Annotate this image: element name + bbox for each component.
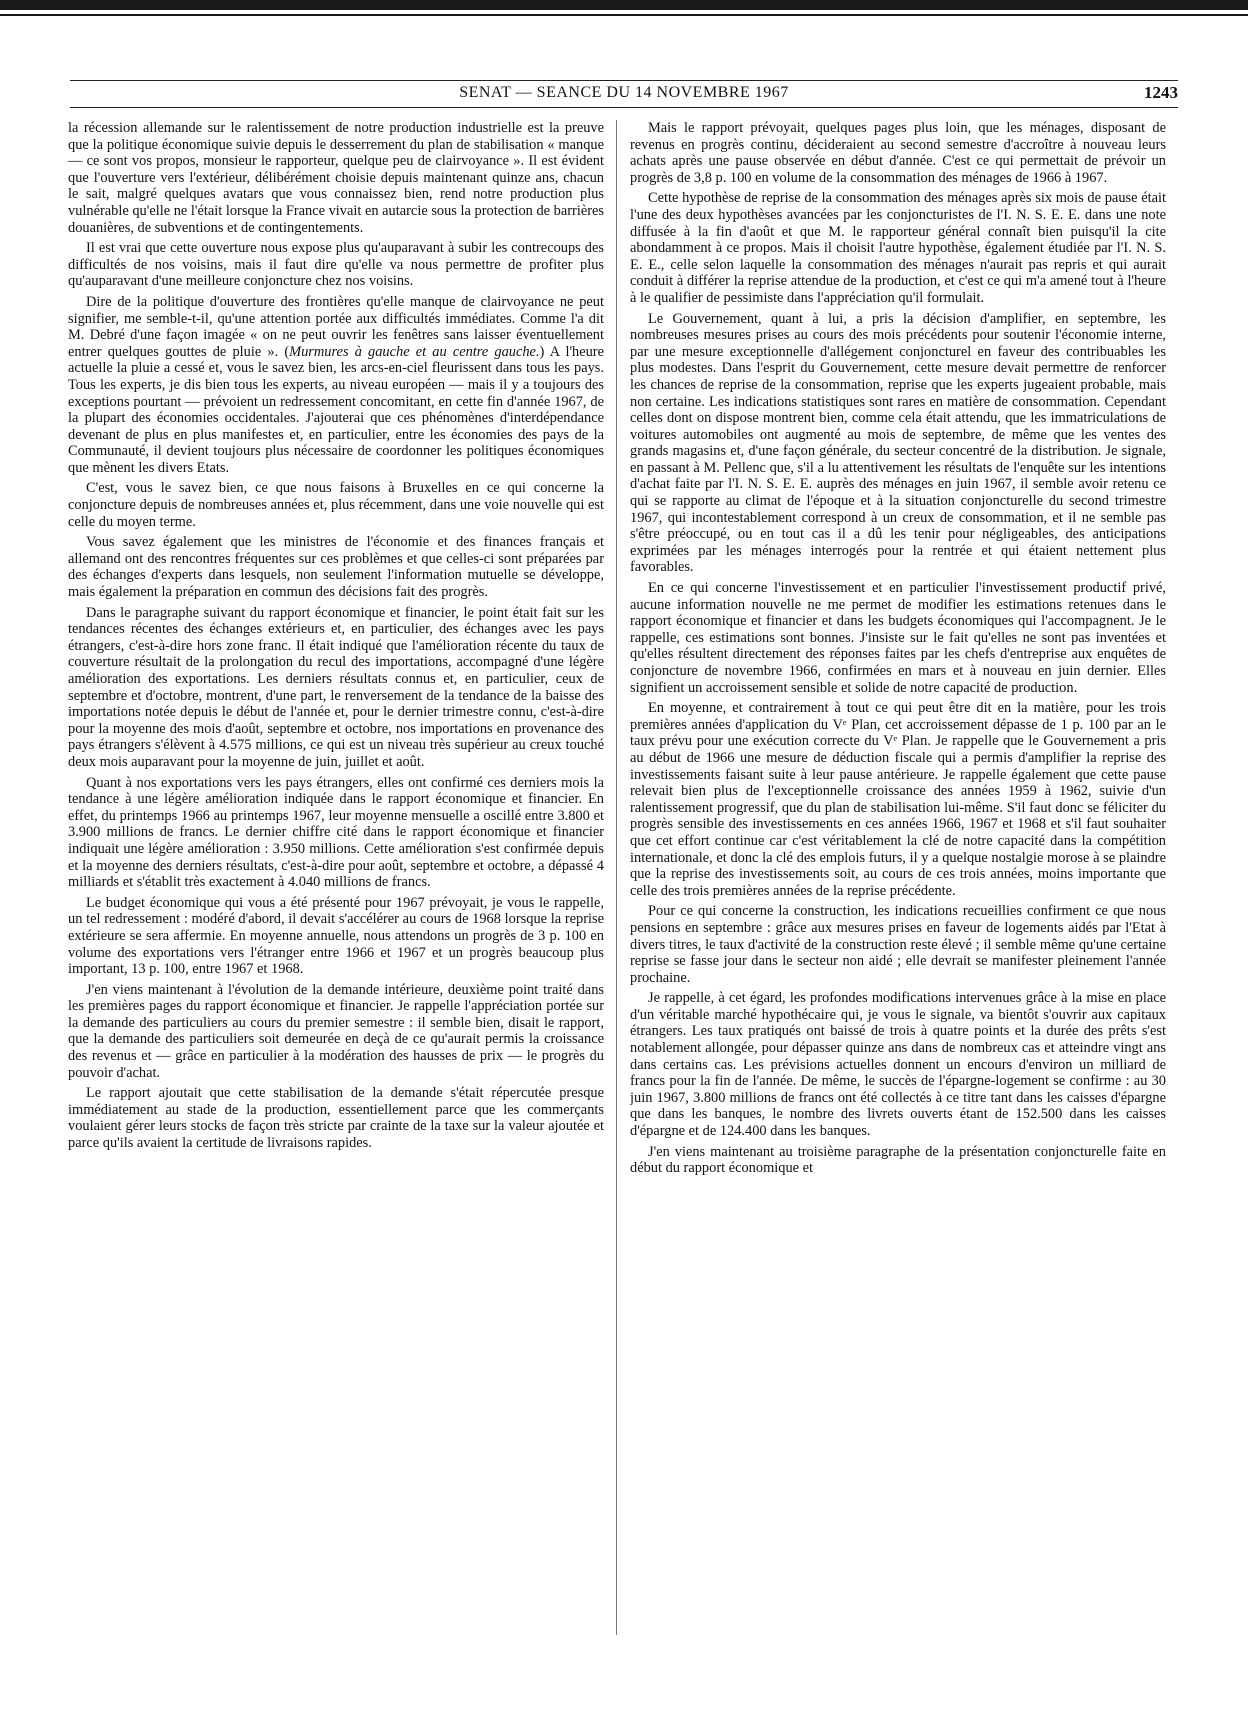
header-rule-top bbox=[70, 80, 1178, 81]
column-divider bbox=[616, 120, 617, 1635]
paragraph: Cette hypothèse de reprise de la consommation des ménages après six mois de pause était l'une des deux hypothèses avancées par les conjoncturistes de l'I. N. S. E. E. dans une note diffusée à la fin d'août et que M. le rapporteur général connaît bien puisqu'il la cite abondamment à ce propos. Mais il choisit l'autre hypothèse, également étudiée par l'I. N. S. E. E., celle selon laquelle la consommation des ménages n'aurait pas repris et qui aurait conduit à différer la reprise attendue de la production, et c'est ce qui m'a amené tout à l'heure à le qualifier de pessimiste dans l'appréciation qu'il formulait. bbox=[630, 190, 1166, 306]
paragraph: la récession allemande sur le ralentissement de notre production industrielle est la preuve que la politique économique suivie depuis le desserrement du plan de stabilisation « manque — ce sont vos propos, monsieur le rapporteur, quelque peu de clairvoyance ». Il est évident que l'ouverture vers l'extérieur, délibérément choisie depuis maintenant quinze ans, chacun le sait, malgré quelques avatars que vous connaissez bien, rend notre production plus vulnérable qu'elle ne l'était lorsque la France vivait en autarcie sous la protection de barrières douanières, de subventions et de contingentements. bbox=[68, 120, 604, 236]
paragraph: Le Gouvernement, quant à lui, a pris la décision d'amplifier, en septembre, les nombreuses mesures prises au cours des mois précédents pour soutenir l'économie interne, par une mesure exceptionnelle d'allégement conjoncturel en faveur des contribuables les plus modestes. Dans l'esprit du Gouvernement, cette mesure devait permettre de renforcer les chances de reprise de la consommation, reprise que les experts jugeaient probable, mais non certaine. Les indications statistiques sont rares en matière de consommation. Cependant celles dont on dispose montrent bien, comme cela était attendu, que les immatriculations de voitures automobiles ont augmenté au mois de septembre, de même que les ventes des grands magasins et, d'une façon générale, du secteur concentré de la distribution. Je signale, en passant à M. Pellenc que, s'il a lu attentivement les résultats de l'enquête sur les intentions d'achat faite par l'I. N. S. E. E. auprès des ménages en juin 1967, il semble avoir retenu ce qui se rapporte au climat de l'époque et à la situation conjoncturelle du second trimestre 1967, qui incontestablement correspond à un creux de consommation, et il ne semble pas s'être préoccupé, ou en tout cas il a dû les tenir pour négligeables, des anticipations exprimées par les ménages interrogés pour la rentrée et qui étaient nettement plus favorables. bbox=[630, 310, 1166, 576]
paragraph: Dans le paragraphe suivant du rapport économique et financier, le point était fait sur les tendances récentes des échanges extérieurs et, en particulier, des échanges avec les pays étrangers, c'est-à-dire hors zone franc. Il était indiqué que l'amélioration récente du taux de couverture résultait de la prolongation du recul des importations, accompagné d'une légère amélioration des exportations. Les derniers résultats connus et, en particulier, ceux de septembre et d'octobre, montrent, d'une part, le renversement de la tendance de la baisse des importations notée depuis le début de l'année et, pour le dernier trimestre connu, c'est-à-dire pour la moyenne des mois d'août, septembre et octobre, nos importations en provenance des pays étrangers s'élèvent à 4.575 millions, ce qui est un niveau très supérieur au creux touché deux mois auparavant pour la moyenne de juin, juillet et août. bbox=[68, 604, 604, 770]
paragraph bbox=[68, 294, 604, 477]
paragraph-text: ) A l'heure actuelle la pluie a cessé et, vous le savez bien, les arcs-en-ciel fleurissent dans tous les pays. Tous les experts, je dis bien tous les experts, au niveau européen — mais il y a toujours des exceptions pourtant — prévoient un redressement concomitant, en cette fin d'année 1967, de la plupart des économies occidentales. J'ajouterai que ces phénomènes d'interdépendance devenant de plus en plus manifestes et, en particulier, entre les économies des pays de la Communauté, il devient toujours plus nécessaire de coordonner les politiques économiques que mènent les divers Etats. bbox=[68, 343, 604, 476]
left-column bbox=[68, 120, 604, 1710]
header-title: SENAT — SEANCE DU 14 NOVEMBRE 1967 bbox=[459, 84, 789, 101]
paragraph: J'en viens maintenant au troisième paragraphe de la présentation conjoncturelle faite en début du rapport économique et bbox=[630, 1143, 1166, 1177]
top-border-thick bbox=[0, 0, 1248, 10]
paragraph: Mais le rapport prévoyait, quelques pages plus loin, que les ménages, disposant de revenus en progrès continu, décideraient au second semestre d'accroître à nouveau leurs achats après une pause observée en début d'année. C'est ce qui permettait de prévoir un progrès de 3,8 p. 100 en volume de la consommation des ménages de 1966 à 1967. bbox=[630, 120, 1166, 186]
paragraph: En moyenne, et contrairement à tout ce qui peut être dit en la matière, pour les trois premières années d'application du Vᵉ Plan, cet accroissement dépasse de 1 p. 100 par an le taux prévu pour une exécution correcte du Vᵉ Plan. Je rappelle que le Gouvernement a pris au début de 1966 une mesure de déduction fiscale qui a permis d'amplifier la reprise des investissements faisant suite à leur pause antérieure. Je rappelle également que cette pause relevait bien plus de l'exceptionnelle croissance des années 1959 à 1962, suivie d'un ralentissement progressif, que du plan de stabilisation lui-même. S'il faut donc se féliciter du progrès sensible des investissements en ces années 1966, 1967 et 1968 et s'il faut souhaiter que cet effort continue car c'est véritablement la clé de notre capacité dans la compétition internationale, et donc la clé des emplois futurs, il y a quelque nostalgie morose à se plaindre que la reprise des investissements soit, au cours de ces trois années, moins importante que celle des trois premières années de la reprise précédente. bbox=[630, 700, 1166, 899]
page-number: 1243 bbox=[1144, 83, 1178, 102]
paragraph: Le rapport ajoutait que cette stabilisation de la demande s'était répercutée presque immédiatement au stade de la production, essentiellement parce que les commerçants voulaient gérer leurs stocks de façon très stricte par crainte de la taxe sur la valeur ajoutée et parce qu'ils avaient la certitude de livraisons rapides. bbox=[68, 1085, 604, 1152]
paragraph: C'est, vous le savez bien, ce que nous faisons à Bruxelles en ce qui concerne la conjoncture depuis de nombreuses années et, plus récemment, dans une voie nouvelle qui est celle du moyen terme. bbox=[68, 480, 604, 530]
page-header bbox=[70, 82, 1178, 106]
paragraph: J'en viens maintenant à l'évolution de la demande intérieure, deuxième point traité dans les premières pages du rapport économique et financier. Je rappelle l'appréciation portée sur la demande des particuliers au cours du premier semestre : il semble bien, disait le rapport, que la demande des particuliers soit demeurée en deçà de ce qu'aurait permis la croissance des revenus et — grâce en particulier à la modération des hausses de prix — le progrès du pouvoir d'achat. bbox=[68, 981, 604, 1081]
header-rule-bottom bbox=[70, 107, 1178, 108]
paragraph: Vous savez également que les ministres de l'économie et des finances français et allemand ont des rencontres fréquentes sur ces problèmes et que celles-ci sont préparées par des échanges d'experts dans lesquels, non seulement l'information mutuelle se développe, mais également la préparation en commun des décisions fait des progrès. bbox=[68, 534, 604, 601]
paragraph: Le budget économique qui vous a été présenté pour 1967 prévoyait, je vous le rappelle, un tel redressement : modéré d'abord, il devait s'accélérer au cours de 1968 lorsque la reprise extérieure se sera affermie. En moyenne annuelle, nous attendons un progrès de 3 p. 100 en volume des exportations vers l'étranger entre 1966 et 1967 et un progrès beaucoup plus important, 13 p. 100, entre 1967 et 1968. bbox=[68, 894, 604, 978]
stage-direction: Murmures à gauche et au centre gauche. bbox=[289, 343, 540, 360]
paragraph: Je rappelle, à cet égard, les profondes modifications intervenues grâce à la mise en place d'un véritable marché hypothécaire qui, je vous le signale, va bientôt s'ouvrir aux capitaux étrangers. Les taux pratiqués ont baissé de trois à quatre points et la durée des prêts s'est notablement allongée, pour dépasser quinze ans dans de nombreux cas et atteindre vingt ans dans certains cas. Les prévisions actuelles donnent un encours d'environ un milliard de francs pour la fin de l'année. De même, le succès de l'épargne-logement se confirme : au 30 juin 1967, 3.800 millions de francs ont été collectés à ce titre tant dans les caisses d'épargne que dans les banques, le nombre des livrets ouverts étant de 152.500 dans les caisses d'épargne et de 124.400 dans les banques. bbox=[630, 990, 1166, 1140]
right-column bbox=[630, 120, 1166, 1710]
paragraph-text: Dire de la politique d'ouverture des frontières qu'elle manque de clairvoyance ne peut signifier, me semble-t-il, qu'une attention portée aux difficultés immédiates. Comme l'a dit M. Debré d'une façon imagée « on ne peut ouvrir les fenêtres sans laisser éventuellement entrer quelques gouttes de pluie ». ( bbox=[68, 293, 604, 360]
paragraph: Pour ce qui concerne la construction, les indications recueillies confirment ce que nous pensions en septembre : grâce aux mesures prises en faveur de logements aidés par l'Etat à divers titres, le taux d'activité de la construction reste élevé ; il semble même qu'une certaine reprise se fasse jour dans le secteur non aidé ; elle devrait se manifester pleinement l'année prochaine. bbox=[630, 903, 1166, 986]
paragraph: En ce qui concerne l'investissement et en particulier l'investissement productif privé, aucune information nouvelle ne me permet de modifier les estimations retenues dans le rapport économique et financier et dans les budgets économiques qui l'accompagnent. Je le rappelle, ces estimations sont bonnes. J'insiste sur le fait qu'elles ne sont pas inventées et qu'elles résultent directement des réponses faites par les chefs d'entreprise aux enquêtes de conjoncture de novembre 1966, confirmées en mars et à nouveau en juin dernier. Elles signifient un accroissement sensible et solide de notre capacité de production. bbox=[630, 580, 1166, 696]
paragraph: Il est vrai que cette ouverture nous expose plus qu'auparavant à subir les contrecoups des difficultés de nos voisins, mais il faut dire qu'elle va nous permettre de profiter plus qu'auparavant d'une meilleure conjoncture chez nos voisins. bbox=[68, 240, 604, 290]
top-border-thin bbox=[0, 14, 1248, 16]
paragraph: Quant à nos exportations vers les pays étrangers, elles ont confirmé ces derniers mois la tendance à une légère amélioration indiquée dans le rapport économique et financier. En effet, du printemps 1966 au printemps 1967, leur moyenne mensuelle a oscillé entre 3.800 et 3.900 millions de francs. Le dernier chiffre cité dans le rapport économique et financier indiquait une légère amélioration : 3.950 millions. Cette amélioration s'est confirmée depuis et la moyenne des derniers résultats, c'est-à-dire pour août, septembre et octobre, a dépassé 4 milliards et s'établit très exactement à 4.040 millions de francs. bbox=[68, 774, 604, 891]
